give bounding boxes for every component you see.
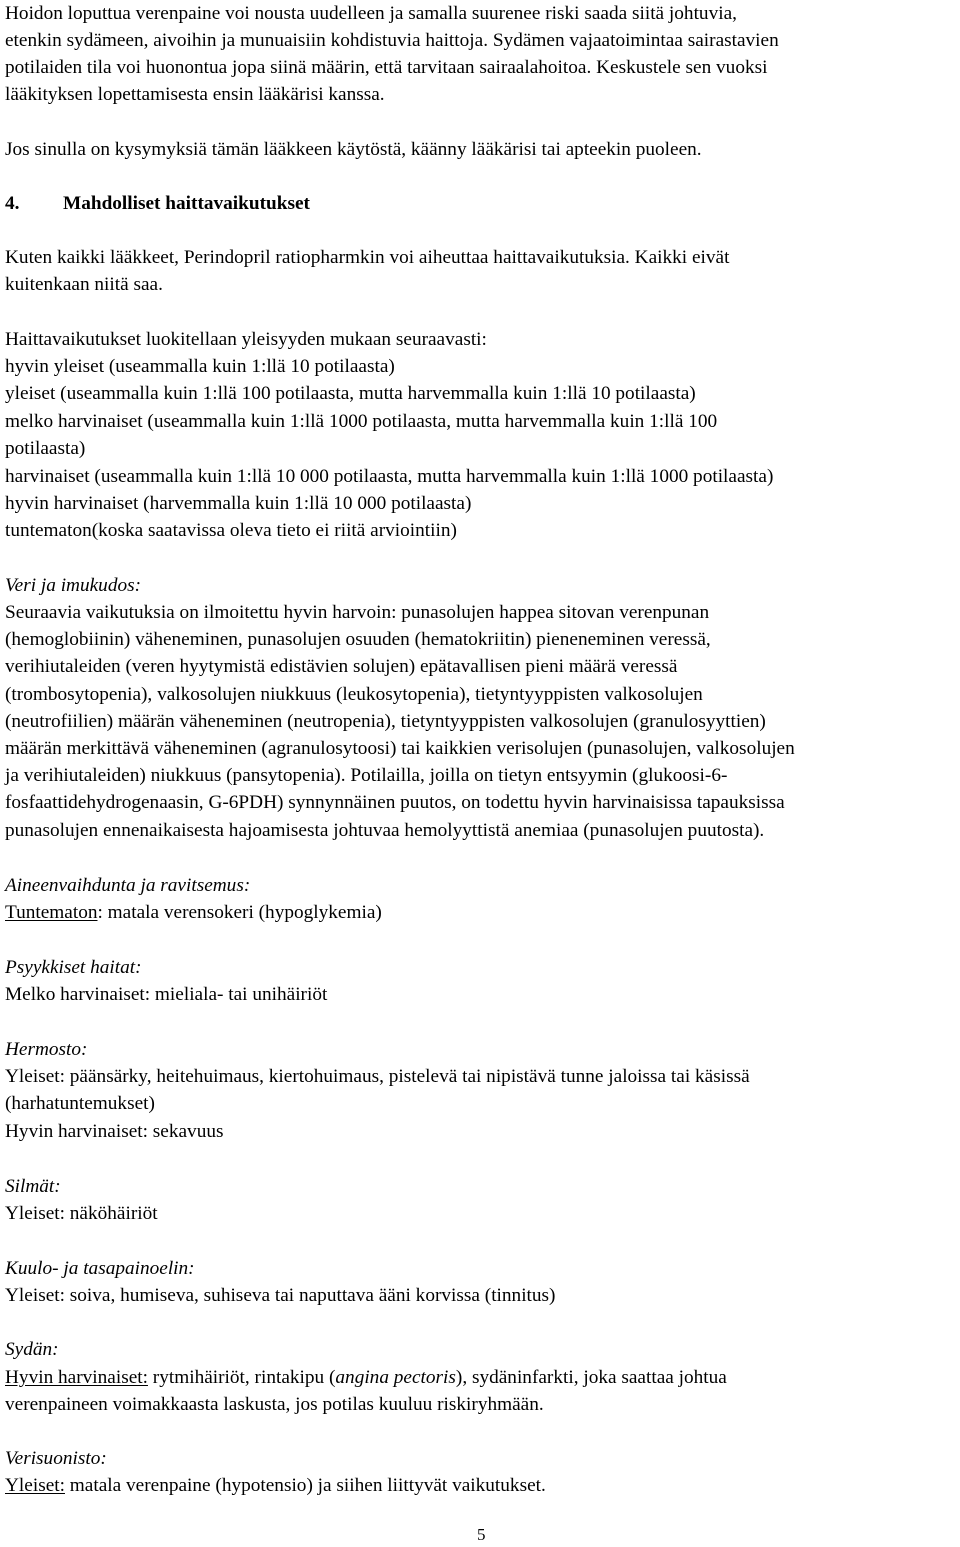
intro-line: lääkityksen lopettamisesta ensin lääkärisi kanssa.	[5, 84, 385, 105]
blood-line: määrän merkittävä väheneminen (agranulosytoosi) tai kaikkien verisolujen (punasolujen, valkosolujen	[5, 738, 795, 759]
blood-line: ja verihiutaleiden) niukkuus (pansytopenia). Potilailla, joilla on tietyn entsyymin (glukoosi-6-	[5, 765, 728, 786]
category-heading-eyes: Silmät:	[5, 1176, 61, 1197]
effect-text: matala verenpaine (hypotensio) ja siihen liittyvät vaikutukset.	[64, 1475, 546, 1496]
frequency-line: melko harvinaiset (useammalla kuin 1:llä 1000 potilaasta, mutta harvemmalla kuin 1:llä 100	[5, 411, 718, 432]
blood-line: punasolujen ennenaikaisesta hajoamisesta johtuvaa hemolyyttistä anemiaa (punasolujen puutosta).	[5, 820, 765, 841]
frequency-line: harvinaiset (useammalla kuin 1:llä 10 000 potilaasta, mutta harvemmalla kuin 1:llä 1000 potilaasta)	[5, 466, 774, 487]
category-heading-ear: Kuulo- ja tasapainoelin:	[5, 1258, 195, 1279]
eyes-line: Yleiset: näköhäiriöt	[5, 1203, 158, 1224]
intro-line: Hoidon loputtua verenpaine voi nousta uudelleen ja samalla suurenee riski saada siitä johtuvia,	[5, 3, 737, 24]
section-intro-line: Kuten kaikki lääkkeet, Perindopril ratiopharmkin voi aiheuttaa haittavaikutuksia. Kaikki eivät	[5, 247, 730, 268]
nervous-line: Yleiset: päänsärky, heitehuimaus, kiertohuimaus, pistelevä tai nipistävä tunne jaloissa tai käsissä	[5, 1066, 750, 1087]
frequency-line: potilaasta)	[5, 438, 86, 459]
frequency-line: yleiset (useammalla kuin 1:llä 100 potilaasta, mutta harvemmalla kuin 1:llä 10 potilaasta)	[5, 383, 696, 404]
heart-line: verenpaineen voimakkaasta laskusta, jos potilas kuuluu riskiryhmään.	[5, 1394, 544, 1415]
questions-paragraph: Jos sinulla on kysymyksiä tämän lääkkeen käytöstä, käänny lääkärisi tai apteekin puoleen.	[5, 139, 702, 160]
blood-line: (trombosytopenia), valkosolujen niukkuus (leukosytopenia), tietyntyyppisten valkosolujen	[5, 684, 703, 705]
blood-line: verihiutaleiden (veren hyytymistä edistävien solujen) epätavallisen pieni määrä veressä	[5, 656, 678, 677]
blood-line: fosfaattidehydrogenaasin, G-6PDH) synnynnäinen puutos, on todettu hyvin harvinaisissa tapauksissa	[5, 792, 785, 813]
vascular-line	[5, 1472, 546, 1499]
category-heading-nervous: Hermosto:	[5, 1039, 88, 1060]
frequency-label: Tuntematon	[5, 902, 98, 923]
frequency-line: Haittavaikutukset luokitellaan yleisyyden mukaan seuraavasti:	[5, 329, 487, 350]
nervous-line: (harhatuntemukset)	[5, 1093, 155, 1114]
intro-line: potilaiden tila voi huonontua jopa siinä määrin, että tarvitaan sairaalahoitoa. Keskustele sen vuoksi	[5, 57, 768, 78]
category-heading-psychiatric: Psyykkiset haitat:	[5, 957, 142, 978]
section-intro-line: kuitenkaan niitä saa.	[5, 274, 163, 295]
effect-text: rytmihäiriöt, rintakipu (	[147, 1367, 336, 1388]
intro-line: etenkin sydämeen, aivoihin ja munuaisiin kohdistuvia haittoja. Sydämen vajaatoimintaa sairastavien	[5, 30, 779, 51]
effect-text: ), sydäninfarkti, joka saattaa johtua	[455, 1367, 727, 1388]
latin-term: angina pectoris	[335, 1367, 456, 1388]
category-heading-blood: Veri ja imukudos:	[5, 575, 142, 596]
frequency-line: tuntematon(koska saatavissa oleva tieto ei riitä arviointiin)	[5, 520, 457, 541]
blood-line: (neutrofiilien) määrän väheneminen (neutropenia), tietyntyyppisten valkosolujen (granulosyyttien)	[5, 711, 766, 732]
heart-line	[5, 1364, 727, 1391]
frequency-line: hyvin harvinaiset (harvemmalla kuin 1:llä 10 000 potilaasta)	[5, 493, 472, 514]
nervous-line: Hyvin harvinaiset: sekavuus	[5, 1121, 224, 1142]
blood-line: (hemoglobiinin) väheneminen, punasolujen osuuden (hematokriitin) pieneneminen veressä,	[5, 629, 711, 650]
frequency-line: hyvin yleiset (useammalla kuin 1:llä 10 potilaasta)	[5, 356, 395, 377]
section-number: 4.	[5, 193, 20, 214]
category-heading-heart: Sydän:	[5, 1339, 59, 1360]
category-heading-metabolism: Aineenvaihdunta ja ravitsemus:	[5, 875, 251, 896]
ear-line: Yleiset: soiva, humiseva, suhiseva tai naputtava ääni korvissa (tinnitus)	[5, 1285, 556, 1306]
frequency-label: Hyvin harvinaiset:	[5, 1367, 148, 1388]
section-title: Mahdolliset haittavaikutukset	[63, 193, 310, 214]
metabolism-line	[5, 899, 382, 926]
category-heading-vascular: Verisuonisto:	[5, 1448, 107, 1469]
blood-line: Seuraavia vaikutuksia on ilmoitettu hyvin harvoin: punasolujen happea sitovan verenpunan	[5, 602, 710, 623]
page-number: 5	[477, 1525, 486, 1544]
frequency-label: Yleiset:	[5, 1475, 65, 1496]
psychiatric-line: Melko harvinaiset: mieliala- tai unihäiriöt	[5, 984, 328, 1005]
effect-text: : matala verensokeri (hypoglykemia)	[97, 902, 382, 923]
